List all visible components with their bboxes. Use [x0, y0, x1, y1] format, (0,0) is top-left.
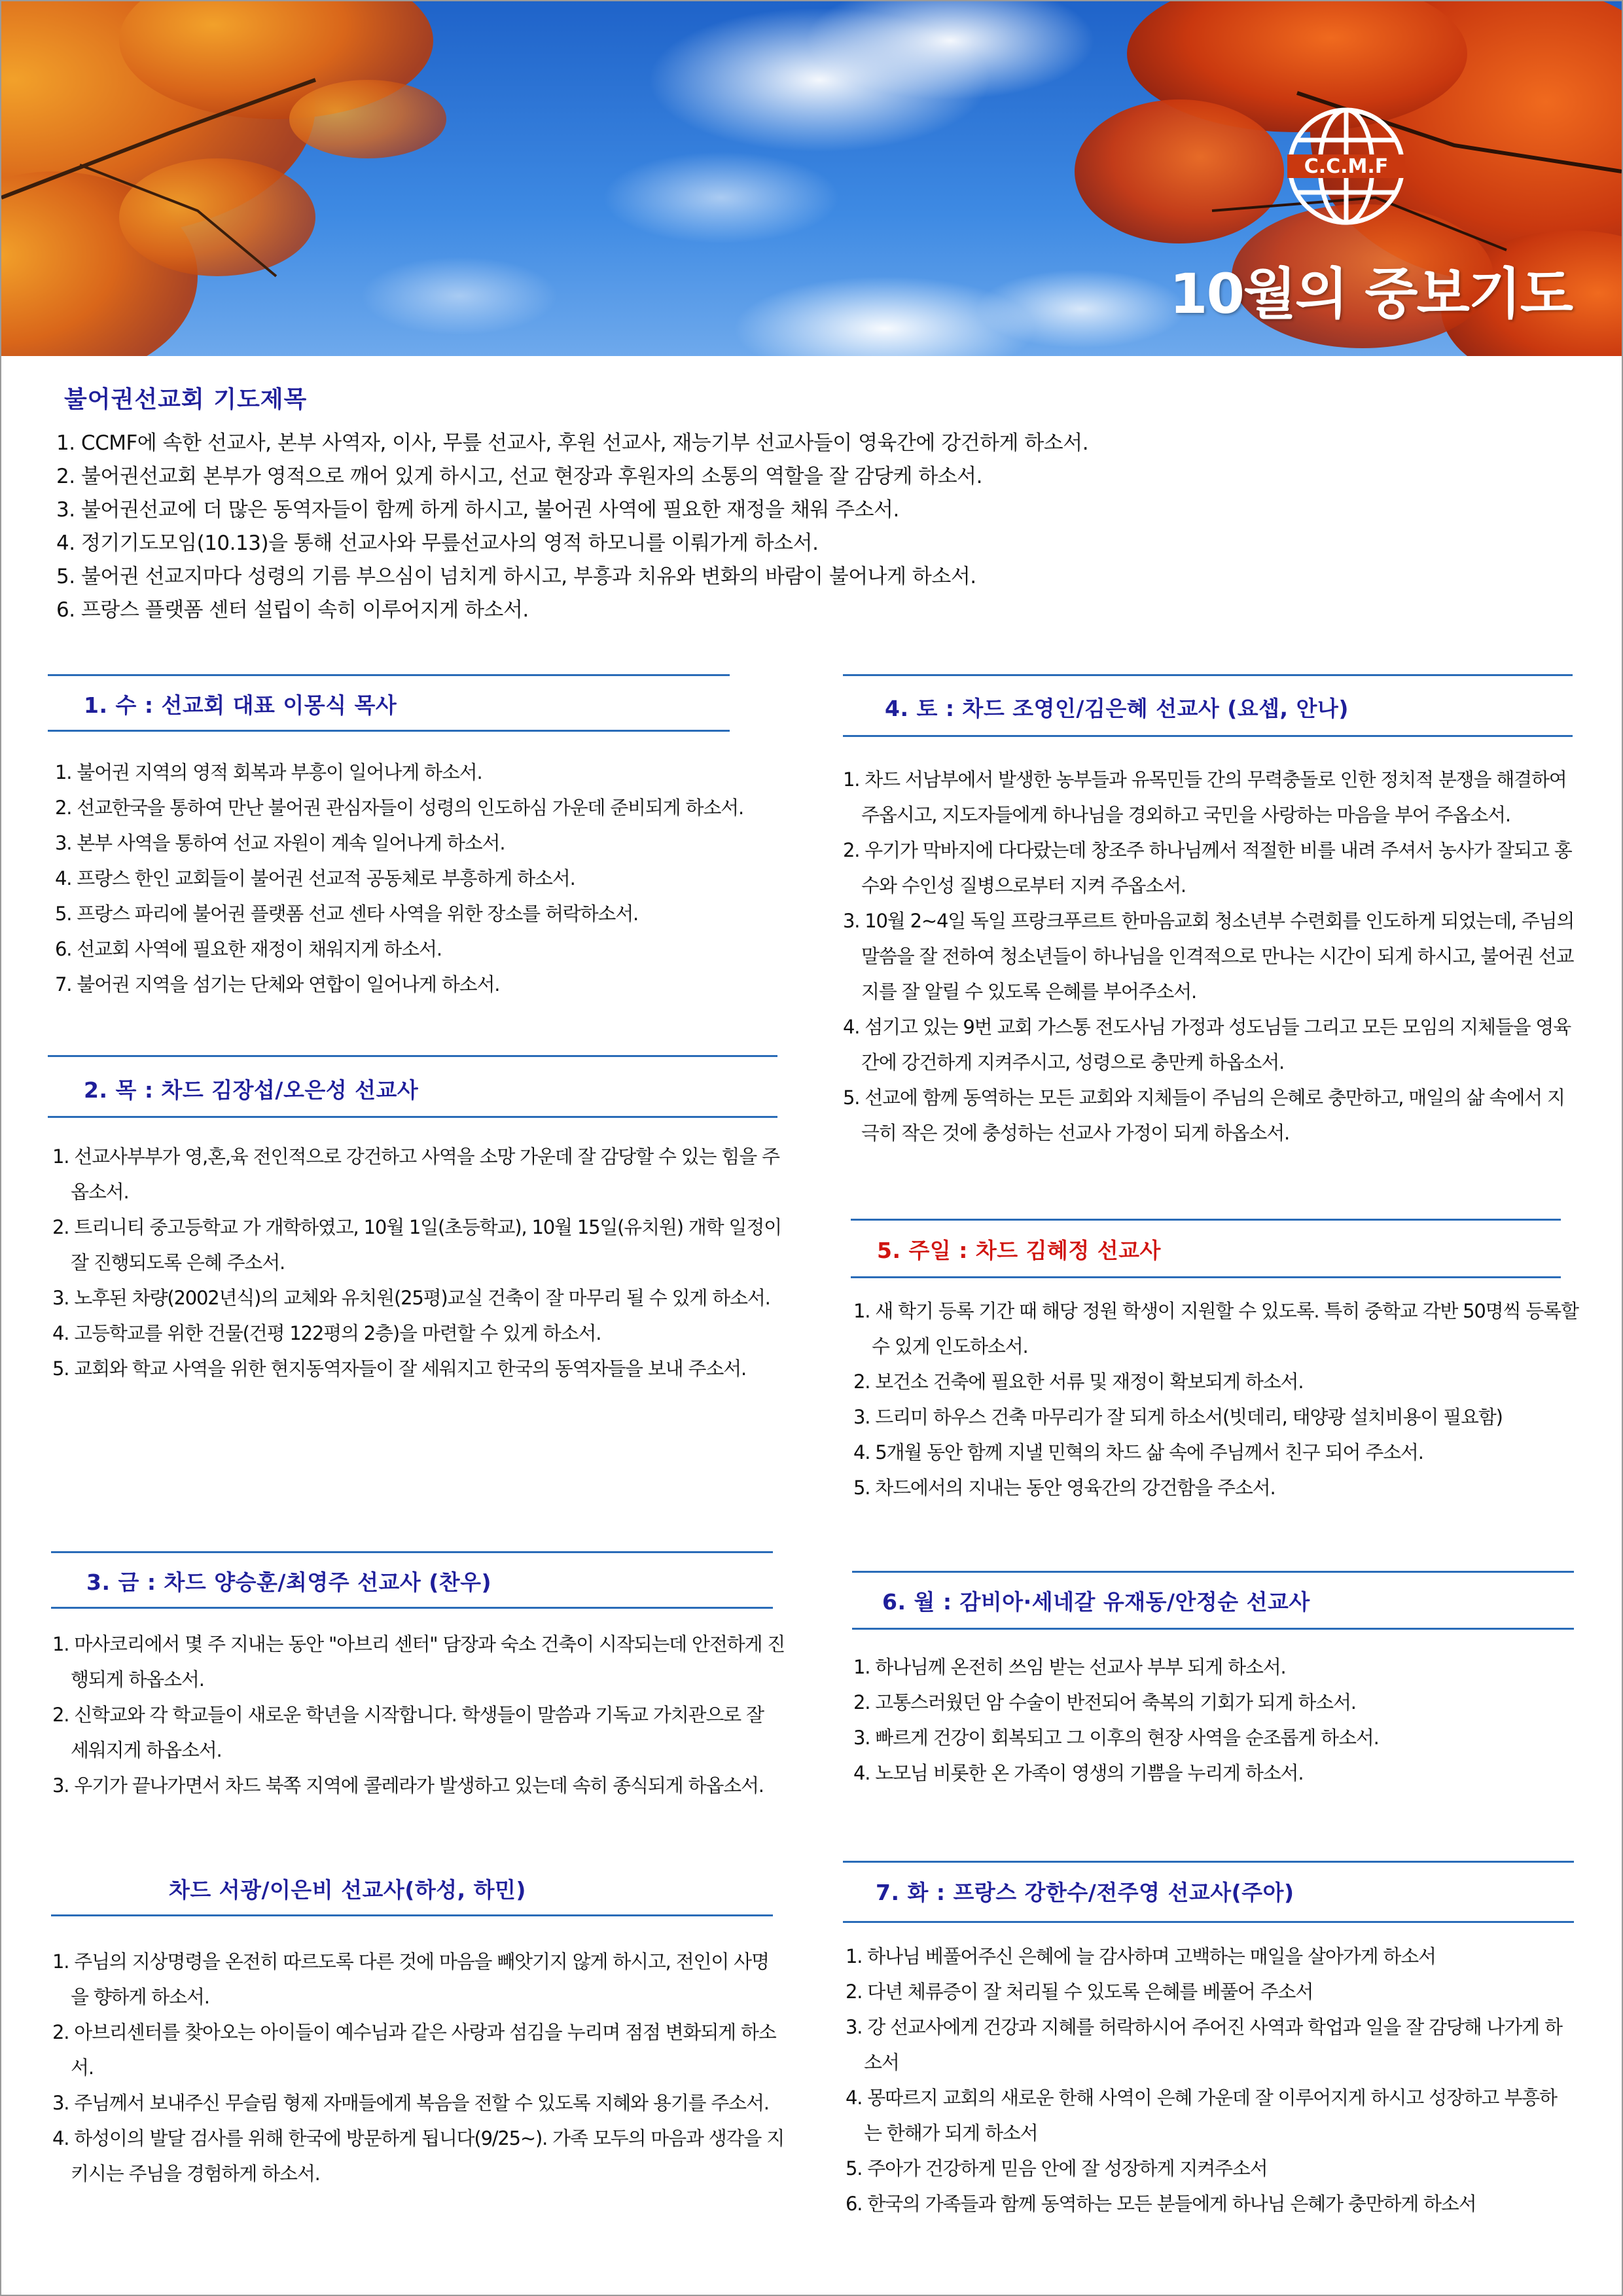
list-item: 2. 고통스러웠던 암 수술이 반전되어 축복의 기회가 되게 하소서.: [853, 1691, 1356, 1713]
section-rule: [851, 1276, 1561, 1278]
list-item: 3. 주님께서 보내주신 무슬림 형제 자매들에게 복음을 전할 수 있도록 지혜와 용기를 주소서.: [52, 2092, 769, 2114]
list-item: 5. 주아가 건강하게 믿음 안에 잘 성장하게 지켜주소서: [846, 2157, 1268, 2179]
list-item: 4. 고등학교를 위한 건물(건평 122평의 2층)을 마련할 수 있게 하소서.: [52, 1322, 601, 1344]
section-rule: [51, 1551, 773, 1553]
list-item: 1. 불어권 지역의 영적 회복과 부흥이 일어나게 하소서.: [55, 761, 482, 783]
section-list-sat: [843, 762, 1576, 1151]
list-item: 4. 하성이의 발달 검사를 위해 한국에 방문하게 됩니다(9/25~). 가족 모두의 마음과 생각을 지키시는 주님을 경험하게 하소서.: [52, 2127, 785, 2185]
list-item: 2. 아브리센터를 찾아오는 아이들이 예수님과 같은 사랑과 섬김을 누리며 점점 변화되게 하소서.: [52, 2021, 776, 2079]
section-rule: [843, 735, 1573, 737]
list-item: 3. 10월 2~4일 독일 프랑크푸르트 한마음교회 청소년부 수련회를 인도하게 되었는데, 주님의 말씀을 잘 전하여 청소년들이 하나님을 인격적으로 만나는 시간이 되게 하시고, 불어권 선교지를 잘 알릴 수 있도록 은혜를 부어주소서.: [843, 910, 1575, 1003]
page-title: 10월의 중보기도: [1169, 262, 1573, 326]
list-item: 6. 선교회 사역에 필요한 재정이 채워지게 하소서.: [55, 938, 442, 960]
list-item: 1. 새 학기 등록 기간 때 해당 정원 학생이 지원할 수 있도록. 특히 중학교 각반 50명씩 등록할 수 있게 인도하소서.: [853, 1300, 1578, 1357]
section-title-tue: 7. 화 : 프랑스 강한수/전주영 선교사(주아): [876, 1880, 1294, 1905]
section-list-chad-seo: [52, 1944, 785, 2191]
list-item: 1. 선교사부부가 영,혼,육 전인적으로 강건하고 사역을 소망 가운데 잘 감당할 수 있는 힘을 주옵소서.: [52, 1145, 779, 1203]
list-item: 1. 하나님께 온전히 쓰임 받는 선교사 부부 되게 하소서.: [853, 1656, 1286, 1678]
section-list-wed: [55, 755, 762, 1002]
section-title-sat: 4. 토 : 차드 조영인/김은혜 선교사 (요셉, 안나): [885, 696, 1349, 721]
list-item: 2. 트리니티 중고등학교 가 개학하였고, 10월 1일(초등학교), 10월 15일(유치원) 개학 일정이 잘 진행되도록 은혜 주소서.: [52, 1216, 781, 1274]
section-title-wed: 1. 수 : 선교회 대표 이몽식 목사: [84, 692, 397, 718]
list-item: 2. 선교한국을 통하여 만난 불어권 관심자들이 성령의 인도하심 가운데 준비되게 하소서.: [55, 797, 743, 819]
list-item: 3. 불어권선교에 더 많은 동역자들이 함께 하게 하시고, 불어권 사역에 필요한 재정을 채워 주소서.: [56, 498, 899, 522]
list-item: 6. 프랑스 플랫폼 센터 설립이 속히 이루어지게 하소서.: [56, 598, 529, 622]
section-rule: [852, 1628, 1574, 1630]
header-banner: [1, 1, 1622, 356]
list-item: 3. 강 선교사에게 건강과 지혜를 허락하시어 주어진 사역과 학업과 일을 잘 감당해 나가게 하소서: [846, 2016, 1562, 2073]
list-item: 5. 교회와 학교 사역을 위한 현지동역자들이 잘 세워지고 한국의 동역자들을 보내 주소서.: [52, 1357, 746, 1380]
ccmf-globe-logo-icon: [1281, 106, 1412, 237]
list-item: 1. 마사코리에서 몇 주 지내는 동안 "아브리 센터" 담장과 숙소 건축이 시작되는데 안전하게 진행되게 하옵소서.: [52, 1633, 785, 1691]
list-item: 5. 차드에서의 지내는 동안 영육간의 강건함을 주소서.: [853, 1477, 1275, 1499]
list-item: 3. 드리미 하우스 건축 마무리가 잘 되게 하소서(빗데리, 태양광 설치비용이 필요함): [853, 1406, 1503, 1428]
list-item: 2. 보건소 건축에 필요한 서류 및 재정이 확보되게 하소서.: [853, 1371, 1304, 1393]
section-list-thu: [52, 1139, 785, 1386]
section-rule: [852, 1571, 1574, 1573]
list-item: 2. 다년 체류증이 잘 처리될 수 있도록 은혜를 베풀어 주소서: [846, 1981, 1313, 2003]
list-item: 3. 본부 사역을 통하여 선교 자원이 계속 일어나게 하소서.: [55, 832, 505, 854]
section-rule: [48, 1055, 777, 1057]
list-item: 2. 신학교와 각 학교들이 새로운 학년을 시작합니다. 학생들이 말씀과 기독교 가치관으로 잘 세워지게 하옵소서.: [52, 1704, 764, 1761]
section-list-fri: [52, 1626, 785, 1803]
list-item: 1. 차드 서남부에서 발생한 농부들과 유목민들 간의 무력충돌로 인한 정치적 분쟁을 해결하여 주옵시고, 지도자들에게 하나님을 경외하고 국민을 사랑하는 마음을 부어 주옵소서.: [843, 768, 1567, 826]
section-list-mon: [853, 1649, 1573, 1791]
section-title-sun: 5. 주일 : 차드 김혜정 선교사: [877, 1238, 1161, 1263]
list-item: 2. 우기가 막바지에 다다랐는데 창조주 하나님께서 적절한 비를 내려 주셔서 농사가 잘되고 홍수와 수인성 질병으로부터 지켜 주옵소서.: [843, 839, 1572, 897]
list-item: 5. 프랑스 파리에 불어권 플랫폼 선교 센타 사역을 위한 장소를 허락하소서.: [55, 903, 639, 925]
list-item: 1. CCMF에 속한 선교사, 본부 사역자, 이사, 무릎 선교사, 후원 선교사, 재능기부 선교사들이 영육간에 강건하게 하소서.: [56, 431, 1089, 455]
section-rule: [48, 1116, 777, 1118]
intro-title: 불어권선교회 기도제목: [64, 386, 308, 413]
section-rule: [843, 674, 1573, 676]
section-title-mon: 6. 월 : 감비아·세네갈 유재동/안정순 선교사: [882, 1589, 1310, 1615]
list-item: 7. 불어권 지역을 섬기는 단체와 연합이 일어나게 하소서.: [55, 973, 500, 996]
list-item: 2. 불어권선교회 본부가 영적으로 깨어 있게 하시고, 선교 현장과 후원자의 소통의 역할을 잘 감당케 하소서.: [56, 465, 982, 488]
list-item: 3. 노후된 차량(2002년식)의 교체와 유치원(25평)교실 건축이 잘 마무리 될 수 있게 하소서.: [52, 1287, 770, 1309]
list-item: 3. 우기가 끝나가면서 차드 북쪽 지역에 콜레라가 발생하고 있는데 속히 종식되게 하옵소서.: [52, 1774, 764, 1797]
section-title-thu: 2. 목 : 차드 김장섭/오은성 선교사: [84, 1077, 419, 1103]
list-item: 5. 불어권 선교지마다 성령의 기름 부으심이 넘치게 하시고, 부흥과 치유와 변화의 바람이 불어나게 하소서.: [56, 565, 976, 588]
section-rule: [843, 1921, 1574, 1923]
list-item: 4. 프랑스 한인 교회들이 불어권 선교적 공동체로 부흥하게 하소서.: [55, 867, 575, 889]
logo-text: C.C.M.F: [1304, 155, 1389, 178]
list-item: 5. 선교에 함께 동역하는 모든 교회와 지체들이 주님의 은혜로 충만하고, 매일의 삶 속에서 지극히 작은 것에 충성하는 선교사 가정이 되게 하옵소서.: [843, 1086, 1565, 1144]
list-item: 1. 하나님 베풀어주신 은혜에 늘 감사하며 고백하는 매일을 살아가게 하소서: [846, 1945, 1436, 1967]
list-item: 4. 몽따르지 교회의 새로운 한해 사역이 은혜 가운데 잘 이루어지게 하시고 성장하고 부흥하는 한해가 되게 하소서: [846, 2087, 1557, 2144]
intro-list: [56, 427, 1431, 627]
list-item: 4. 정기기도모임(10.13)을 통해 선교사와 무릎선교사의 영적 하모니를 이뤄가게 하소서.: [56, 531, 819, 555]
section-rule: [851, 1219, 1561, 1221]
list-item: 4. 노모님 비롯한 온 가족이 영생의 기쁨을 누리게 하소서.: [853, 1762, 1304, 1784]
section-rule: [48, 730, 730, 732]
section-rule: [51, 1914, 773, 1916]
section-rule: [48, 674, 730, 676]
section-title-chad-seo: 차드 서광/이은비 선교사(하성, 하민): [169, 1877, 527, 1903]
list-item: 4. 섬기고 있는 9번 교회 가스통 전도사님 가정과 성도님들 그리고 모든 모임의 지체들을 영육간에 강건하게 지켜주시고, 성령으로 충만케 하옵소서.: [843, 1016, 1571, 1073]
list-item: 4. 5개월 동안 함께 지낼 민혁의 차드 삶 속에 주님께서 친구 되어 주소서.: [853, 1441, 1423, 1463]
section-rule: [51, 1607, 773, 1609]
section-list-tue: [846, 1939, 1572, 2221]
list-item: 6. 한국의 가족들과 함께 동역하는 모든 분들에게 하나님 은혜가 충만하게 하소서: [846, 2193, 1476, 2215]
list-item: 3. 빠르게 건강이 회복되고 그 이후의 현장 사역을 순조롭게 하소서.: [853, 1727, 1379, 1749]
section-title-fri: 3. 금 : 차드 양승훈/최영주 선교사 (찬우): [86, 1570, 492, 1595]
section-rule: [843, 1861, 1574, 1863]
list-item: 1. 주님의 지상명령을 온전히 따르도록 다른 것에 마음을 빼앗기지 않게 하시고, 전인이 사명을 향하게 하소서.: [52, 1950, 769, 2008]
section-list-sun: [853, 1293, 1580, 1505]
